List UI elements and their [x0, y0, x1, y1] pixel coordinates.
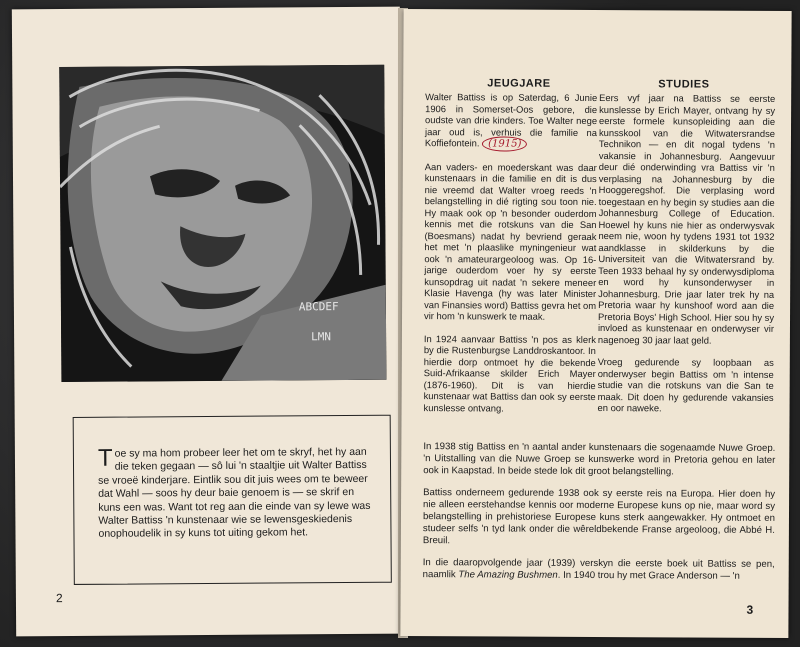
- wide-paragraph-3-start: In die daaropvolgende jaar (1939) verskyn die eerste boek uit Battiss se pen, naamlik: [422, 557, 775, 581]
- jeugjare-paragraph-3: In 1924 aanvaar Battiss 'n pos as klerk by die Rustenburgse Landdroskantoor. In hierdie dorp ontmoet hy die bekende Suid-Afrikaanse skilder Erich Mayer (1876-1960). Dit is van hierdie kunstenaar wat Battiss dan ook sy eerste kunslesse ontvang.: [423, 332, 596, 414]
- intro-quote-text: oe sy ma hom probeer leer het om te skryf, het hy aan die teken gegaan — sô lui 'n staaltjie uit Walter Battiss se vroeë kinderjare. Eintlik sou dit juis wees om te beweer dat Wahl — soos hy deur baie genoem is — se skrif en kuns een was. Want tot reg aan die einde van sy lewe was Walter Battiss 'n kunstenaar wie se lewensgeskiedenis onophoudelik in sy kuns tot uiting gekom het.: [98, 445, 371, 541]
- page-number-right: 3: [746, 602, 754, 617]
- wide-paragraph-1: In 1938 stig Battiss en 'n aantal ander kunstenaars die sogenaamde Nuwe Groep. 'n Uitstalling van die Nuwe Groep se kunswerke word in Pretoria gehou en later ook in Kaapstad. In beide stede lok dit groot belangstelling.: [423, 441, 776, 478]
- wide-paragraph-3: [423, 557, 775, 582]
- handwritten-year-annotation: (1915): [482, 136, 527, 151]
- dropcap-letter: T: [97, 444, 113, 472]
- jeugjare-text-1: Walter Battiss is op Saterdag, 6 Junie 1906 in Somerset-Oos gebore, die oudste van drie kinders. Toe Walter nege jaar oud is, verhuis die familie na Koffiefontein.: [424, 91, 598, 149]
- book-title: The Amazing Bushmen: [458, 569, 558, 581]
- studies-column: [597, 92, 775, 425]
- intro-quote-box: [73, 415, 392, 585]
- right-page: [400, 9, 791, 638]
- left-page: [12, 7, 404, 637]
- wide-paragraph-3-end: . In 1940 trou hy met Grace Anderson — 'n: [557, 569, 740, 582]
- jeugjare-paragraph-1: [425, 91, 597, 150]
- studies-paragraph-2: Vroeg gedurende sy loopbaan as onderwyser begin Battiss om 'n intense studie van die rotskuns van die San te maak. Dit doen hy gedurende vakansies en oor naweke.: [597, 356, 774, 414]
- portrait-artwork-illustration: [59, 65, 386, 382]
- svg-text:ABCDEF: ABCDEF: [298, 300, 339, 314]
- jeugjare-column: [423, 91, 597, 425]
- jeugjare-heading: JEUGJARE: [487, 77, 551, 90]
- wide-paragraph-2: Battiss onderneem gedurende 1938 ook sy eerste reis na Europa. Hier doen hy nie alleen eerstehandse kennis oor moderne Europese kuns op nie, maar word sy belangstelling in prehistoriese Europese kuns sterk aangewakker. Hy ontmoet en studeer selfs 'n tyd lank onder die wêreldbekende Franse argeoloog, die Abbé H. Breuil.: [422, 487, 776, 546]
- studies-heading: STUDIES: [658, 78, 710, 91]
- studies-paragraph-1: Eers vyf jaar na Battiss se eerste kunslesse by Erich Mayer, ontvang hy sy eerste formele kunsopleiding aan die kunsskool van die Witwatersrandse Technikon — en dit nogal tydens 'n vakansie in Johannesburg. Aangevuur deur dié onderwinding vra Battiss vir 'n verplasing na Johannesburg by die Hooggeregshof. Die verplasing word toegestaan en hy begin sy studies aan die Johannesburg College of Education. Hoewel hy kuns nie hier as onderwysvak neem nie, woon hy tydens 1931 tot 1932 aandklasse in skilderkuns by die Universiteit van die Witwatersrand by. Teen 1933 behaal hy sy onderwysdiploma en word hy kunsonderwyser in Johannesburg. Drie jaar later trek hy na Pretoria waar hy kunshoof word aan die Pretoria Boys' High School. Hier sou hy sy invloed as kunstenaar en onderwyser vir nagenoeg 30 jaar laat geld.: [597, 92, 776, 346]
- portrait-artwork-image: [59, 65, 386, 382]
- svg-text:LMN: LMN: [311, 330, 332, 344]
- page-number-left: 2: [55, 591, 63, 606]
- full-width-text: [423, 441, 776, 594]
- jeugjare-paragraph-2: Aan vaders- en moederskant was daar kunstenaars in die familie en dit is dus nie vreemd dat Walter vroeg reeds 'n belangstelling in dié rigting sou toon nie. Hy maak ook op 'n besonder ouderdom kennis met die rotskuns van die San (Boesmans) nadat hy bevriend geraak het met 'n plaaslike myningenieur wat ook 'n amateurargeoloog was. Op 16-jarige ouderdom voer hy sy eerste kunsopdrag uit nadat 'n sekere meneer Klasie Havenga (hy was later Minister van Finansies word) Battiss gevra het om vir hom 'n kunswerk te maak.: [424, 160, 597, 322]
